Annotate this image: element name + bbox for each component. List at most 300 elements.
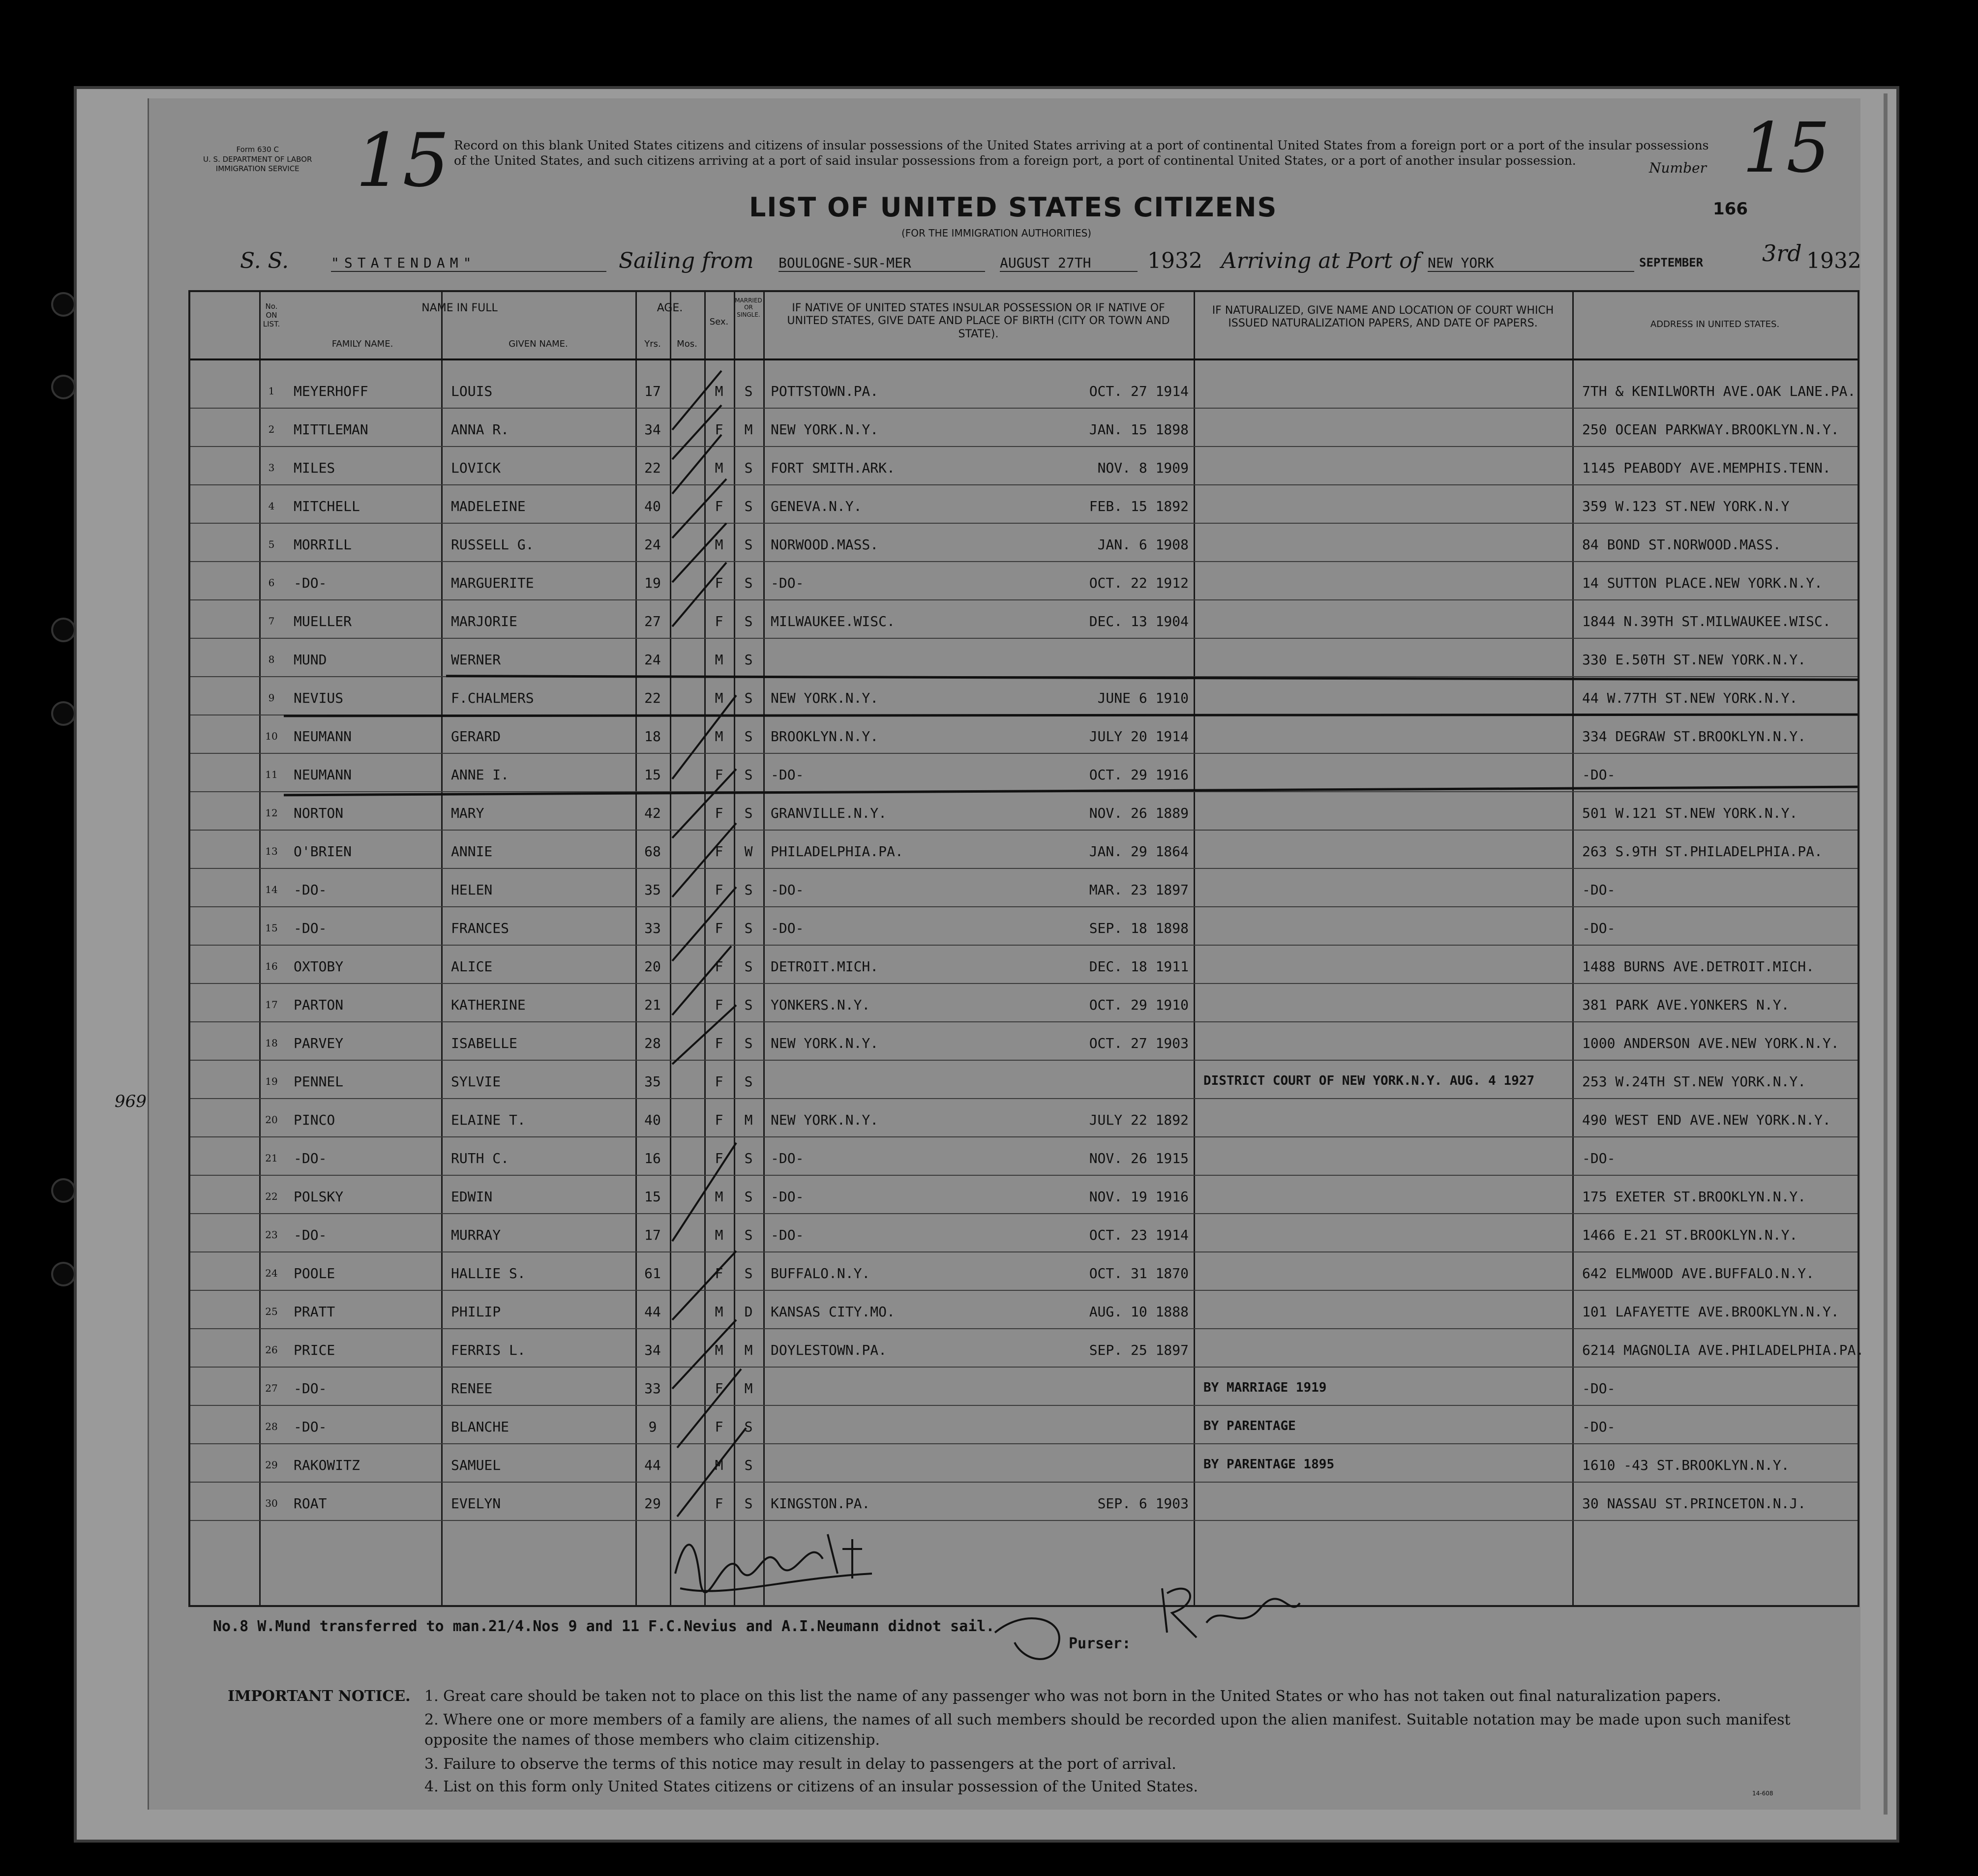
cell-sex: F bbox=[715, 421, 723, 438]
cell-given: ALICE bbox=[451, 958, 493, 975]
cell-sex: F bbox=[715, 1495, 723, 1512]
row-rule bbox=[190, 945, 1858, 946]
notice-title: IMPORTANT NOTICE. bbox=[228, 1688, 411, 1705]
number-label: Number bbox=[1649, 160, 1707, 176]
sailing-date: AUGUST 27TH bbox=[1000, 255, 1138, 272]
cell-ms: S bbox=[744, 613, 753, 629]
cell-given: WERNER bbox=[451, 652, 501, 668]
department: U. S. DEPARTMENT OF LABOR bbox=[203, 154, 312, 164]
cell-family: -DO- bbox=[294, 1380, 327, 1397]
cell-date: AUG. 10 1888 bbox=[1089, 1304, 1189, 1320]
cell-ms: S bbox=[744, 920, 753, 936]
header-sex: Sex. bbox=[709, 317, 729, 327]
cell-ms: S bbox=[744, 1189, 753, 1205]
cell-sex: M bbox=[715, 728, 723, 744]
cell-given: FRANCES bbox=[451, 920, 509, 936]
cell-place: FORT SMITH.ARK. bbox=[771, 460, 895, 476]
cell-date: DEC. 13 1904 bbox=[1089, 613, 1189, 629]
cell-given: KATHERINE bbox=[451, 997, 526, 1013]
cell-place: BROOKLYN.N.Y. bbox=[771, 728, 879, 744]
cell-address: 30 NASSAU ST.PRINCETON.N.J. bbox=[1582, 1495, 1806, 1512]
cell-family: OXTOBY bbox=[294, 958, 344, 975]
cell-no: 23 bbox=[265, 1229, 278, 1241]
cell-date: OCT. 29 1916 bbox=[1089, 767, 1189, 783]
cell-age: 22 bbox=[644, 690, 661, 706]
cell-age: 29 bbox=[644, 1495, 661, 1512]
cell-no: 11 bbox=[265, 769, 278, 780]
cell-address: -DO- bbox=[1582, 882, 1616, 898]
row-rule bbox=[190, 983, 1858, 984]
cell-address: 6214 MAGNOLIA AVE.PHILADELPHIA.PA. bbox=[1582, 1342, 1864, 1358]
cell-age: 24 bbox=[644, 652, 661, 668]
row-rule bbox=[190, 1213, 1858, 1214]
cell-address: 101 LAFAYETTE AVE.BROOKLYN.N.Y. bbox=[1582, 1304, 1839, 1320]
cell-family: -DO- bbox=[294, 1150, 327, 1166]
cell-place: DETROIT.MICH. bbox=[771, 958, 879, 975]
cell-place: -DO- bbox=[771, 1150, 804, 1166]
cell-age: 35 bbox=[644, 1073, 661, 1090]
cell-sex: M bbox=[715, 690, 723, 706]
page-subtitle: (FOR THE IMMIGRATION AUTHORITIES) bbox=[901, 227, 1092, 239]
cell-place: GRANVILLE.N.Y. bbox=[771, 805, 887, 821]
cell-sex: F bbox=[715, 1150, 723, 1166]
cell-ms: M bbox=[744, 1112, 753, 1128]
cell-place: KINGSTON.PA. bbox=[771, 1495, 870, 1512]
cell-age: 34 bbox=[644, 1342, 661, 1358]
corner-code: 14-608 bbox=[1752, 1790, 1773, 1797]
col-divider bbox=[1572, 292, 1574, 1605]
cell-no: 14 bbox=[265, 884, 278, 895]
cell-place: -DO- bbox=[771, 767, 804, 783]
cell-date: MAR. 23 1897 bbox=[1089, 882, 1189, 898]
cell-given: LOUIS bbox=[451, 383, 493, 399]
cell-family: PRATT bbox=[294, 1304, 335, 1320]
cell-family: NEUMANN bbox=[294, 767, 352, 783]
cell-given: PHILIP bbox=[451, 1304, 501, 1320]
cell-ms: S bbox=[744, 1419, 753, 1435]
binder-hole bbox=[53, 294, 74, 315]
cell-sex: F bbox=[715, 805, 723, 821]
cell-address: 1466 E.21 ST.BROOKLYN.N.Y. bbox=[1582, 1227, 1798, 1243]
cell-sex: M bbox=[715, 460, 723, 476]
cell-no: 16 bbox=[265, 960, 278, 972]
col-divider bbox=[259, 292, 261, 1605]
binder-hole bbox=[53, 620, 74, 640]
row-rule bbox=[190, 1021, 1858, 1022]
cell-ms: S bbox=[744, 1495, 753, 1512]
cell-place: KANSAS CITY.MO. bbox=[771, 1304, 895, 1320]
cell-ms: S bbox=[744, 383, 753, 399]
cell-address: 7TH & KENILWORTH AVE.OAK LANE.PA. bbox=[1582, 383, 1856, 399]
cell-date: OCT. 27 1914 bbox=[1089, 383, 1189, 399]
cell-ms: S bbox=[744, 460, 753, 476]
cell-ms: S bbox=[744, 997, 753, 1013]
cell-given: MARJORIE bbox=[451, 613, 517, 629]
cell-sex: M bbox=[715, 652, 723, 668]
cell-age: 44 bbox=[644, 1304, 661, 1320]
cell-family: NEUMANN bbox=[294, 728, 352, 744]
cell-place: MILWAUKEE.WISC. bbox=[771, 613, 895, 629]
cell-given: ELAINE T. bbox=[451, 1112, 526, 1128]
cell-ms: S bbox=[744, 690, 753, 706]
cell-ms: M bbox=[744, 421, 753, 438]
cell-sex: F bbox=[715, 1380, 723, 1397]
cell-family: -DO- bbox=[294, 575, 327, 591]
cell-sex: F bbox=[715, 575, 723, 591]
check-marks bbox=[662, 356, 761, 1595]
row-rule bbox=[190, 753, 1858, 754]
notice-1: 1. Great care should be taken not to place on this list the name of any passenger who was not born in the United States or who has not taken out final naturalization papers. bbox=[424, 1688, 1721, 1705]
cell-family: -DO- bbox=[294, 882, 327, 898]
header-naturalization: IF NATURALIZED, GIVE NAME AND LOCATION OF COURT WHICH ISSUED NATURALIZATION PAPERS, AND DATE OF PAPERS. bbox=[1212, 304, 1554, 330]
cell-sex: F bbox=[715, 882, 723, 898]
cell-family: MORRILL bbox=[294, 536, 352, 553]
cell-sex: F bbox=[715, 767, 723, 783]
cell-address: 330 E.50TH ST.NEW YORK.N.Y. bbox=[1582, 652, 1806, 668]
notice-4: 4. List on this form only United States citizens or citizens of an insular possession of the United States. bbox=[424, 1778, 1198, 1795]
cell-address: 250 OCEAN PARKWAY.BROOKLYN.N.Y. bbox=[1582, 421, 1839, 438]
cell-ms: M bbox=[744, 1380, 753, 1397]
cell-date: JUNE 6 1910 bbox=[1097, 690, 1189, 706]
cell-no: 2 bbox=[268, 423, 275, 435]
cell-address: -DO- bbox=[1582, 1380, 1616, 1397]
header-name: NAME IN FULL bbox=[421, 302, 498, 314]
footer-note: No.8 W.Mund transferred to man.21/4.Nos 9 and 11 F.C.Nevius and A.I.Neumann didnot sail. bbox=[213, 1618, 995, 1635]
cell-natur: BY PARENTAGE bbox=[1203, 1419, 1296, 1433]
cell-given: ANNE I. bbox=[451, 767, 509, 783]
cell-family: MEYERHOFF bbox=[294, 383, 368, 399]
cell-ms: W bbox=[744, 843, 753, 860]
cell-family: NORTON bbox=[294, 805, 344, 821]
cell-ms: S bbox=[744, 882, 753, 898]
cell-family: MILES bbox=[294, 460, 335, 476]
cell-ms: S bbox=[744, 498, 753, 514]
cell-family: PARTON bbox=[294, 997, 344, 1013]
sailing-year: 1932 bbox=[1147, 248, 1202, 273]
purser-label: Purser: bbox=[1069, 1635, 1131, 1652]
row-rule bbox=[190, 561, 1858, 562]
header-divider bbox=[190, 358, 1858, 360]
cell-given: GERARD bbox=[451, 728, 501, 744]
cell-given: EVELYN bbox=[451, 1495, 501, 1512]
cell-date: NOV. 19 1916 bbox=[1089, 1189, 1189, 1205]
cell-address: -DO- bbox=[1582, 920, 1616, 936]
row-rule bbox=[190, 1098, 1858, 1099]
cell-family: PENNEL bbox=[294, 1073, 344, 1090]
page-title: LIST OF UNITED STATES CITIZENS bbox=[749, 192, 1278, 223]
cell-given: MURRAY bbox=[451, 1227, 501, 1243]
cell-sex: F bbox=[715, 1035, 723, 1051]
cell-given: MADELEINE bbox=[451, 498, 526, 514]
cell-given: SYLVIE bbox=[451, 1073, 501, 1090]
cell-date: NOV. 26 1889 bbox=[1089, 805, 1189, 821]
notice-2: 2. Where one or more members of a family are aliens, the names of all such members should be recorded upon the alien manifest. Suitable notation may be made upon such manifest opposite the names of those members who claim citizenship. bbox=[424, 1711, 1791, 1749]
cell-natur: BY PARENTAGE 1895 bbox=[1203, 1457, 1335, 1472]
cell-family: PRICE bbox=[294, 1342, 335, 1358]
cell-date: OCT. 23 1914 bbox=[1089, 1227, 1189, 1243]
cell-ms: S bbox=[744, 767, 753, 783]
cell-date: OCT. 29 1910 bbox=[1089, 997, 1189, 1013]
arrival-day: 3rd bbox=[1762, 240, 1802, 267]
cell-place: NEW YORK.N.Y. bbox=[771, 1112, 879, 1128]
cell-given: FERRIS L. bbox=[451, 1342, 526, 1358]
row-rule bbox=[190, 1136, 1858, 1137]
cell-date: SEP. 6 1903 bbox=[1097, 1495, 1189, 1512]
cell-given: F.CHALMERS bbox=[451, 690, 534, 706]
cell-date: OCT. 31 1870 bbox=[1089, 1265, 1189, 1281]
cell-sex: F bbox=[715, 920, 723, 936]
cell-date: SEP. 25 1897 bbox=[1089, 1342, 1189, 1358]
cell-address: 175 EXETER ST.BROOKLYN.N.Y. bbox=[1582, 1189, 1806, 1205]
binder-hole bbox=[53, 377, 74, 397]
cell-place: YONKERS.N.Y. bbox=[771, 997, 870, 1013]
form-number: Form 630 C bbox=[236, 145, 279, 154]
passenger-table bbox=[188, 290, 1864, 1607]
col-divider bbox=[1194, 292, 1195, 1605]
row-rule bbox=[190, 1405, 1858, 1406]
header-mos: Mos. bbox=[677, 339, 697, 349]
cell-age: 22 bbox=[644, 460, 661, 476]
cell-age: 44 bbox=[644, 1457, 661, 1473]
row-rule bbox=[190, 484, 1858, 485]
col-divider bbox=[763, 292, 765, 1605]
cell-place: NEW YORK.N.Y. bbox=[771, 690, 879, 706]
row-rule bbox=[190, 599, 1858, 600]
cell-no: 30 bbox=[265, 1497, 278, 1509]
sailing-label: Sailing from bbox=[619, 248, 754, 273]
cell-age: 42 bbox=[644, 805, 661, 821]
cell-date: DEC. 18 1911 bbox=[1089, 958, 1189, 975]
binder-hole bbox=[53, 703, 74, 724]
cell-sex: M bbox=[715, 1304, 723, 1320]
cell-date: JULY 22 1892 bbox=[1089, 1112, 1189, 1128]
arrival-year: 1932 bbox=[1806, 248, 1861, 273]
cell-place: GENEVA.N.Y. bbox=[771, 498, 862, 514]
cell-address: 490 WEST END AVE.NEW YORK.N.Y. bbox=[1582, 1112, 1831, 1128]
cell-no: 21 bbox=[265, 1152, 278, 1164]
cell-address: -DO- bbox=[1582, 1150, 1616, 1166]
row-rule bbox=[190, 446, 1858, 447]
page-number: 166 bbox=[1713, 199, 1748, 219]
cell-age: 28 bbox=[644, 1035, 661, 1051]
cell-address: -DO- bbox=[1582, 1419, 1616, 1435]
cell-date: OCT. 22 1912 bbox=[1089, 575, 1189, 591]
row-rule bbox=[190, 1175, 1858, 1176]
header-married: MARRIED OR SINGLE. bbox=[735, 297, 762, 318]
cell-ms: S bbox=[744, 1073, 753, 1090]
cell-age: 24 bbox=[644, 536, 661, 553]
cell-sex: M bbox=[715, 1189, 723, 1205]
cell-ms: S bbox=[744, 1457, 753, 1473]
cell-date: OCT. 27 1903 bbox=[1089, 1035, 1189, 1051]
cell-place: -DO- bbox=[771, 575, 804, 591]
cell-family: NEVIUS bbox=[294, 690, 344, 706]
cell-address: 84 BOND ST.NORWOOD.MASS. bbox=[1582, 536, 1781, 553]
cell-no: 9 bbox=[268, 692, 275, 704]
cell-date: NOV. 26 1915 bbox=[1089, 1150, 1189, 1166]
margin-note: 969 bbox=[115, 1092, 147, 1111]
cell-no: 4 bbox=[268, 500, 275, 512]
cell-address: 263 S.9TH ST.PHILADELPHIA.PA. bbox=[1582, 843, 1823, 860]
cell-age: 33 bbox=[644, 1380, 661, 1397]
cell-given: SAMUEL bbox=[451, 1457, 501, 1473]
cell-sex: F bbox=[715, 958, 723, 975]
cell-family: -DO- bbox=[294, 1227, 327, 1243]
cell-age: 61 bbox=[644, 1265, 661, 1281]
cell-age: 34 bbox=[644, 421, 661, 438]
cell-given: BLANCHE bbox=[451, 1419, 509, 1435]
cell-family: PARVEY bbox=[294, 1035, 344, 1051]
form-id-block bbox=[203, 145, 312, 174]
cell-sex: F bbox=[715, 613, 723, 629]
cell-no: 27 bbox=[265, 1382, 278, 1394]
header-family: FAMILY NAME. bbox=[331, 339, 393, 349]
cell-ms: S bbox=[744, 536, 753, 553]
cell-no: 13 bbox=[265, 845, 278, 857]
cell-age: 33 bbox=[644, 920, 661, 936]
cell-sex: M bbox=[715, 1227, 723, 1243]
row-rule bbox=[190, 1520, 1858, 1521]
cell-no: 24 bbox=[265, 1267, 278, 1279]
row-rule bbox=[190, 906, 1858, 907]
cell-no: 12 bbox=[265, 807, 278, 819]
cell-address: 253 W.24TH ST.NEW YORK.N.Y. bbox=[1582, 1073, 1806, 1090]
header-given: GIVEN NAME. bbox=[509, 339, 568, 349]
cell-no: 1 bbox=[268, 385, 275, 397]
cell-ms: S bbox=[744, 1227, 753, 1243]
cell-address: 44 W.77TH ST.NEW YORK.N.Y. bbox=[1582, 690, 1798, 706]
cell-family: ROAT bbox=[294, 1495, 327, 1512]
citizen-list-form bbox=[115, 98, 1864, 1810]
cell-sex: M bbox=[715, 1457, 723, 1473]
cell-date: NOV. 8 1909 bbox=[1097, 460, 1189, 476]
cell-no: 17 bbox=[265, 999, 278, 1011]
cell-given: RENEE bbox=[451, 1380, 493, 1397]
row-rule bbox=[190, 1328, 1858, 1329]
cell-age: 15 bbox=[644, 767, 661, 783]
cell-address: -DO- bbox=[1582, 767, 1616, 783]
cell-no: 5 bbox=[268, 538, 275, 550]
cell-no: 10 bbox=[265, 730, 278, 742]
cell-age: 19 bbox=[644, 575, 661, 591]
cell-address: 1000 ANDERSON AVE.NEW YORK.N.Y. bbox=[1582, 1035, 1839, 1051]
notice-3: 3. Failure to observe the terms of this notice may result in delay to passengers at the port of arrival. bbox=[424, 1756, 1176, 1773]
ss-label: S. S. bbox=[240, 248, 289, 273]
cell-address: 334 DEGRAW ST.BROOKLYN.N.Y. bbox=[1582, 728, 1806, 744]
cell-ms: S bbox=[744, 1150, 753, 1166]
cell-no: 18 bbox=[265, 1037, 278, 1049]
cell-family: POLSKY bbox=[294, 1189, 344, 1205]
cell-age: 21 bbox=[644, 997, 661, 1013]
row-rule bbox=[190, 408, 1858, 409]
cell-given: HELEN bbox=[451, 882, 493, 898]
binder-hole bbox=[53, 1180, 74, 1201]
cell-no: 22 bbox=[265, 1191, 278, 1202]
cell-no: 26 bbox=[265, 1344, 278, 1356]
cell-natur: BY MARRIAGE 1919 bbox=[1203, 1380, 1327, 1395]
cell-age: 40 bbox=[644, 498, 661, 514]
cell-place: POTTSTOWN.PA. bbox=[771, 383, 879, 399]
sailing-port: BOULOGNE-SUR-MER bbox=[779, 255, 985, 272]
cell-sex: F bbox=[715, 1419, 723, 1435]
cell-date: FEB. 15 1892 bbox=[1089, 498, 1189, 514]
cell-no: 7 bbox=[268, 615, 275, 627]
cell-sex: M bbox=[715, 536, 723, 553]
cell-sex: M bbox=[715, 383, 723, 399]
cell-sex: F bbox=[715, 1265, 723, 1281]
cell-family: MITCHELL bbox=[294, 498, 360, 514]
cell-no: 8 bbox=[268, 654, 275, 665]
cell-family: POOLE bbox=[294, 1265, 335, 1281]
header-yrs: Yrs. bbox=[644, 339, 661, 349]
handwritten-list-number: 15 bbox=[356, 118, 450, 204]
arrival-port: NEW YORK bbox=[1428, 255, 1634, 272]
cell-given: ISABELLE bbox=[451, 1035, 517, 1051]
arriving-label: Arriving at Port of bbox=[1221, 248, 1421, 273]
cell-age: 40 bbox=[644, 1112, 661, 1128]
cell-ms: S bbox=[744, 805, 753, 821]
cell-given: RUTH C. bbox=[451, 1150, 509, 1166]
cell-age: 68 bbox=[644, 843, 661, 860]
cell-no: 19 bbox=[265, 1075, 278, 1087]
cell-sex: F bbox=[715, 498, 723, 514]
cell-place: DOYLESTOWN.PA. bbox=[771, 1342, 887, 1358]
cell-place: NEW YORK.N.Y. bbox=[771, 1035, 879, 1051]
cell-given: MARGUERITE bbox=[451, 575, 534, 591]
cell-no: 15 bbox=[265, 922, 278, 934]
row-rule bbox=[190, 1367, 1858, 1368]
cell-age: 35 bbox=[644, 882, 661, 898]
cell-age: 20 bbox=[644, 958, 661, 975]
row-rule bbox=[190, 868, 1858, 869]
cell-age: 27 bbox=[644, 613, 661, 629]
cell-address: 1145 PEABODY AVE.MEMPHIS.TENN. bbox=[1582, 460, 1831, 476]
cell-given: ANNIE bbox=[451, 843, 493, 860]
cell-family: MITTLEMAN bbox=[294, 421, 368, 438]
cell-sex: F bbox=[715, 843, 723, 860]
cell-given: RUSSELL G. bbox=[451, 536, 534, 553]
cell-sex: M bbox=[715, 1342, 723, 1358]
cell-address: 1844 N.39TH ST.MILWAUKEE.WISC. bbox=[1582, 613, 1831, 629]
cell-no: 6 bbox=[268, 577, 275, 589]
cell-place: -DO- bbox=[771, 920, 804, 936]
strike-row-9 bbox=[284, 714, 1858, 717]
header-address: ADDRESS IN UNITED STATES. bbox=[1650, 319, 1780, 329]
cell-age: 17 bbox=[644, 383, 661, 399]
cell-sex: F bbox=[715, 1112, 723, 1128]
cell-place: PHILADELPHIA.PA. bbox=[771, 843, 903, 860]
col-divider bbox=[441, 292, 443, 1605]
cell-family: O'BRIEN bbox=[294, 843, 352, 860]
cell-given: EDWIN bbox=[451, 1189, 493, 1205]
cell-no: 29 bbox=[265, 1459, 278, 1471]
handwritten-signature bbox=[665, 1515, 911, 1613]
cell-ms: S bbox=[744, 1265, 753, 1281]
cell-age: 18 bbox=[644, 728, 661, 744]
cell-natur: DISTRICT COURT OF NEW YORK.N.Y. AUG. 4 1927 bbox=[1203, 1073, 1535, 1088]
cell-family: RAKOWITZ bbox=[294, 1457, 360, 1473]
cell-age: 15 bbox=[644, 1189, 661, 1205]
row-rule bbox=[190, 1443, 1858, 1444]
cell-family: PINCO bbox=[294, 1112, 335, 1128]
header-age: AGE. bbox=[657, 302, 683, 314]
cell-sex: F bbox=[715, 997, 723, 1013]
header-birth: IF NATIVE OF UNITED STATES INSULAR POSSESSION OR IF NATIVE OF UNITED STATES, GIVE DATE AND PLACE OF BIRTH (CITY OR TOWN AND STATE). bbox=[787, 302, 1170, 340]
cell-no: 20 bbox=[265, 1114, 278, 1126]
cell-date: JAN. 6 1908 bbox=[1097, 536, 1189, 553]
row-rule bbox=[190, 523, 1858, 524]
cell-place: NEW YORK.N.Y. bbox=[771, 421, 879, 438]
